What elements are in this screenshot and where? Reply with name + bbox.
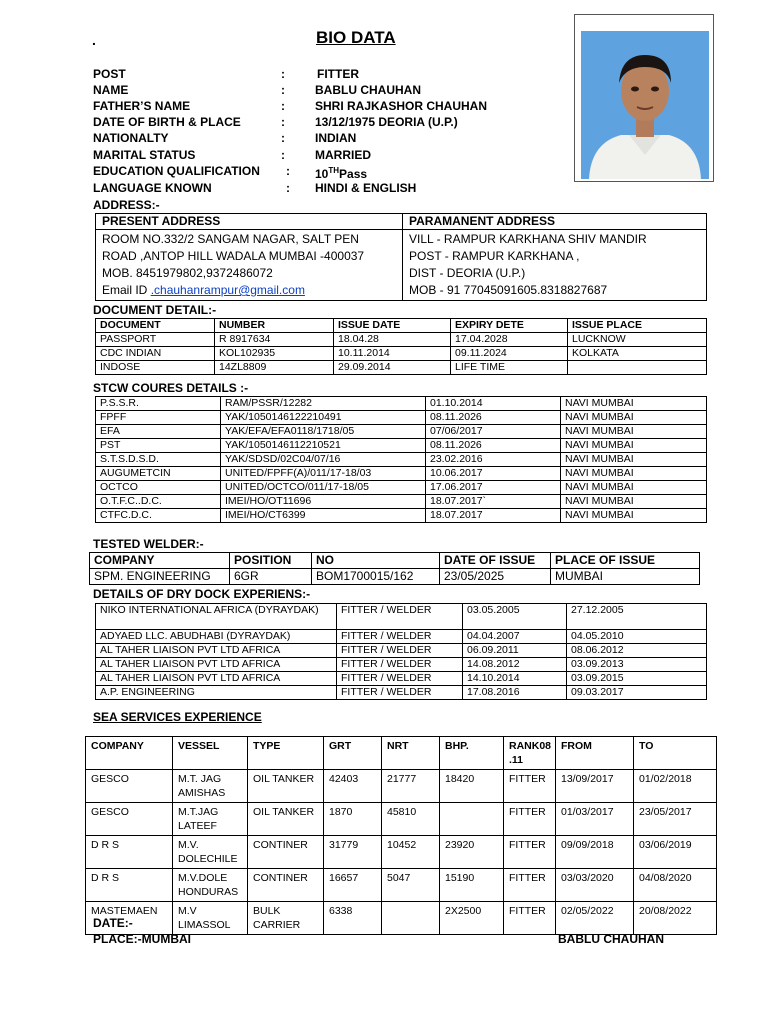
table-cell: 23/05/2025: [440, 569, 551, 585]
table-cell: 04/08/2020: [634, 869, 717, 902]
sea-heading: SEA SERVICES EXPERIENCE: [93, 710, 262, 724]
table-row: [96, 604, 707, 630]
drydock-table: [95, 603, 707, 700]
table-cell: YAK/1050146112210521: [221, 439, 426, 453]
table-cell: [440, 803, 504, 836]
table-cell: FITTER / WELDER: [337, 658, 463, 672]
drydock-heading: DETAILS OF DRY DOCK EXPERIENS:-: [93, 587, 311, 601]
table-cell: M.T. JAG AMISHAS: [173, 770, 248, 803]
table-cell: CONTINER: [248, 869, 324, 902]
table-row: [96, 630, 707, 644]
table-cell: NAVI MUMBAI: [561, 411, 707, 425]
table-cell: D R S: [86, 869, 173, 902]
stcw-heading: STCW COURES DETAILS :-: [93, 381, 249, 395]
table-cell: 15190: [440, 869, 504, 902]
table-cell: FPFF: [96, 411, 221, 425]
table-row: [86, 869, 717, 902]
column-header: DATE OF ISSUE: [440, 553, 551, 569]
personal-key: EDUCATION QUALIFICATION: [93, 164, 260, 178]
table-cell: 14ZL8809: [215, 361, 334, 375]
table-cell: 13/09/2017: [556, 770, 634, 803]
table-cell: 14.08.2012: [463, 658, 567, 672]
personal-value: [315, 180, 416, 196]
column-header: VESSEL: [173, 737, 248, 770]
table-cell: NAVI MUMBAI: [561, 397, 707, 411]
table-cell: AUGUMETCIN: [96, 467, 221, 481]
table-cell: KOL102935: [215, 347, 334, 361]
table-cell: 45810: [382, 803, 440, 836]
table-cell: OCTCO: [96, 481, 221, 495]
table-cell: GESCO: [86, 770, 173, 803]
table-cell: 42403: [324, 770, 382, 803]
personal-value: [315, 130, 356, 146]
table-cell: 01/03/2017: [556, 803, 634, 836]
table-cell: LIFE TIME: [451, 361, 568, 375]
column-header: EXPIRY DETE: [451, 319, 568, 333]
personal-value: [315, 147, 371, 163]
table-cell: UNITED/FPFF(A)/011/17-18/03: [221, 467, 426, 481]
table-cell: LUCKNOW: [568, 333, 707, 347]
table-cell: 23/05/2017: [634, 803, 717, 836]
table-row: [96, 658, 707, 672]
table-cell: 08.06.2012: [567, 644, 707, 658]
table-cell: D R S: [86, 836, 173, 869]
table-cell: AL TAHER LIAISON PVT LTD AFRICA: [96, 644, 337, 658]
table-row: [90, 569, 700, 585]
table-cell: 16657: [324, 869, 382, 902]
table-row: [96, 686, 707, 700]
table-cell: YAK/SDSD/02C04/07/16: [221, 453, 426, 467]
table-cell: PST: [96, 439, 221, 453]
table-cell: KOLKATA: [568, 347, 707, 361]
permanent-line: MOB - 91 77045091605.8318827687: [409, 283, 608, 297]
permanent-line: DIST - DEORIA (U.P.): [409, 266, 526, 280]
personal-value-text: HINDI & ENGLISH: [315, 181, 417, 195]
table-cell: FITTER: [504, 770, 556, 803]
table-cell: FITTER: [504, 836, 556, 869]
table-cell: PASSPORT: [96, 333, 215, 347]
table-row: [86, 836, 717, 869]
table-cell: IMEI/HO/CT6399: [221, 509, 426, 523]
table-cell: 27.12.2005: [567, 604, 707, 630]
table-cell: 10.06.2017: [426, 467, 561, 481]
table-cell: [568, 361, 707, 375]
table-row: [96, 509, 707, 523]
email-label: Email ID: [102, 283, 148, 297]
table-row: [96, 333, 707, 347]
table-header-row: [90, 553, 700, 569]
table-cell: 5047: [382, 869, 440, 902]
table-cell: ADYAED LLC. ABUDHABI (DYRAYDAK): [96, 630, 337, 644]
column-header: NUMBER: [215, 319, 334, 333]
table-header-row: [86, 737, 717, 770]
table-cell: M.T.JAG LATEEF: [173, 803, 248, 836]
passport-photo: [574, 14, 714, 182]
header-dot: .: [92, 32, 96, 48]
table-cell: 08.11.2026: [426, 411, 561, 425]
table-row: [96, 411, 707, 425]
table-cell: FITTER: [504, 902, 556, 935]
table-cell: 17.06.2017: [426, 481, 561, 495]
table-cell: 01/02/2018: [634, 770, 717, 803]
personal-value: [317, 66, 359, 82]
table-cell: 02/05/2022: [556, 902, 634, 935]
personal-value: [315, 98, 487, 114]
personal-colon: :: [281, 148, 285, 162]
column-header: NRT: [382, 737, 440, 770]
table-cell: 29.09.2014: [334, 361, 451, 375]
column-header: TYPE: [248, 737, 324, 770]
table-cell: 31779: [324, 836, 382, 869]
table-cell: NAVI MUMBAI: [561, 495, 707, 509]
personal-key: NAME: [93, 83, 129, 97]
table-cell: 18420: [440, 770, 504, 803]
column-header: COMPANY: [86, 737, 173, 770]
personal-key: POST: [93, 67, 126, 81]
table-cell: CTFC.D.C.: [96, 509, 221, 523]
page-title: BIO DATA: [316, 28, 396, 47]
email-link[interactable]: .chauhanrampur@gmail.com: [150, 283, 305, 297]
column-header: TO: [634, 737, 717, 770]
table-cell: RAM/PSSR/12282: [221, 397, 426, 411]
date-label: DATE:-: [93, 916, 133, 930]
table-row: [96, 672, 707, 686]
table-row: [96, 361, 707, 375]
place-label: PLACE:-MUMBAI: [93, 932, 191, 946]
personal-key: LANGUAGE KNOWN: [93, 181, 212, 195]
table-cell: 04.05.2010: [567, 630, 707, 644]
table-cell: P.S.S.R.: [96, 397, 221, 411]
table-cell: 17.04.2028: [451, 333, 568, 347]
table-cell: FITTER / WELDER: [337, 686, 463, 700]
table-cell: 03.09.2015: [567, 672, 707, 686]
table-cell: NAVI MUMBAI: [561, 481, 707, 495]
table-cell: 03.05.2005: [463, 604, 567, 630]
table-cell: NAVI MUMBAI: [561, 425, 707, 439]
personal-value-text: 10: [315, 167, 329, 181]
personal-key: FATHER’S NAME: [93, 99, 191, 113]
table-cell: FITTER: [504, 803, 556, 836]
personal-key: MARITAL STATUS: [93, 148, 196, 162]
stcw-table: [95, 396, 707, 523]
table-cell: [382, 902, 440, 935]
table-cell: CONTINER: [248, 836, 324, 869]
table-cell: 18.07.2017`: [426, 495, 561, 509]
table-cell: 09.11.2024: [451, 347, 568, 361]
table-row: [96, 425, 707, 439]
welder-heading: TESTED WELDER:-: [93, 537, 204, 551]
column-header: ISSUE PLACE: [568, 319, 707, 333]
column-header: GRT: [324, 737, 382, 770]
table-cell: 07/06/2017: [426, 425, 561, 439]
table-cell: 1870: [324, 803, 382, 836]
personal-colon: :: [281, 131, 285, 145]
personal-key: DATE OF BIRTH & PLACE: [93, 115, 241, 129]
table-cell: 18.04.28: [334, 333, 451, 347]
table-cell: S.T.S.D.S.D.: [96, 453, 221, 467]
table-cell: BOM1700015/162: [312, 569, 440, 585]
table-cell: 20/08/2022: [634, 902, 717, 935]
personal-value-text: MARRIED: [315, 148, 371, 162]
column-header: FROM: [556, 737, 634, 770]
table-cell: NAVI MUMBAI: [561, 439, 707, 453]
table-cell: 2X2500: [440, 902, 504, 935]
table-row: [86, 803, 717, 836]
table-cell: 09/09/2018: [556, 836, 634, 869]
table-cell: UNITED/OCTCO/011/17-18/05: [221, 481, 426, 495]
table-cell: R 8917634: [215, 333, 334, 347]
permanent-line: VILL - RAMPUR KARKHANA SHIV MANDIR: [409, 232, 647, 246]
table-cell: M.V.DOLE HONDURAS: [173, 869, 248, 902]
person-portrait-icon: [581, 31, 709, 179]
permanent-address-title: PARAMANENT ADDRESS: [403, 214, 707, 230]
present-address-title: PRESENT ADDRESS: [96, 214, 403, 230]
table-cell: OIL TANKER: [248, 770, 324, 803]
table-cell: AL TAHER LIAISON PVT LTD AFRICA: [96, 658, 337, 672]
present-line: ROAD ,ANTOP HILL WADALA MUMBAI -400037: [102, 249, 365, 263]
table-header-row: [96, 319, 707, 333]
table-cell: MASTEMAEN: [86, 902, 173, 935]
personal-value-sup: TH: [328, 166, 340, 175]
table-cell: AL TAHER LIAISON PVT LTD AFRICA: [96, 672, 337, 686]
column-header: BHP.: [440, 737, 504, 770]
table-cell: SPM. ENGINEERING: [90, 569, 230, 585]
table-cell: A.P. ENGINEERING: [96, 686, 337, 700]
personal-value-suffix: Pass: [339, 167, 368, 181]
address-table: [95, 213, 707, 301]
table-cell: NAVI MUMBAI: [561, 453, 707, 467]
table-cell: MUMBAI: [551, 569, 700, 585]
table-cell: FITTER / WELDER: [337, 644, 463, 658]
table-cell: 10.11.2014: [334, 347, 451, 361]
table-cell: NIKO INTERNATIONAL AFRICA (DYRAYDAK): [96, 604, 337, 630]
signature-name: BABLU CHAUHAN: [558, 932, 664, 946]
column-header: COMPANY: [90, 553, 230, 569]
table-cell: CDC INDIAN: [96, 347, 215, 361]
table-row: [96, 467, 707, 481]
address-heading: ADDRESS:-: [93, 198, 160, 212]
present-address: [96, 230, 403, 301]
table-row: [96, 439, 707, 453]
table-cell: 18.07.2017: [426, 509, 561, 523]
personal-key: NATIONALTY: [93, 131, 169, 145]
table-row: [96, 495, 707, 509]
document-heading: DOCUMENT DETAIL:-: [93, 303, 217, 317]
personal-value-text: SHRI RAJKASHOR CHAUHAN: [315, 99, 488, 113]
table-row: [96, 481, 707, 495]
table-cell: 09.03.2017: [567, 686, 707, 700]
personal-colon: :: [281, 99, 285, 113]
table-cell: 10452: [382, 836, 440, 869]
table-cell: M.V LIMASSOL: [173, 902, 248, 935]
column-header: RANK08 .11: [504, 737, 556, 770]
table-cell: IMEI/HO/OT11696: [221, 495, 426, 509]
table-cell: FITTER: [504, 869, 556, 902]
welder-table: [89, 552, 700, 585]
table-cell: 6338: [324, 902, 382, 935]
email-line: [102, 282, 396, 299]
column-header: PLACE OF ISSUE: [551, 553, 700, 569]
table-row: [96, 644, 707, 658]
personal-colon: :: [281, 67, 285, 81]
table-cell: 01.10.2014: [426, 397, 561, 411]
personal-value-text: FITTER: [317, 67, 359, 81]
personal-colon: :: [281, 115, 285, 129]
personal-value-text: 13/12/1975 DEORIA (U.P.): [315, 115, 458, 129]
table-cell: GESCO: [86, 803, 173, 836]
table-cell: 17.08.2016: [463, 686, 567, 700]
table-cell: OIL TANKER: [248, 803, 324, 836]
present-line: MOB. 8451979802,9372486072: [102, 266, 273, 280]
table-row: [96, 347, 707, 361]
table-cell: EFA: [96, 425, 221, 439]
table-cell: FITTER / WELDER: [337, 604, 463, 630]
table-cell: 21777: [382, 770, 440, 803]
permanent-address: [403, 230, 707, 301]
personal-value-text: INDIAN: [315, 131, 357, 145]
column-header: POSITION: [230, 553, 312, 569]
table-cell: O.T.F.C..D.C.: [96, 495, 221, 509]
table-cell: 03.09.2013: [567, 658, 707, 672]
column-header: DOCUMENT: [96, 319, 215, 333]
table-cell: 06.09.2011: [463, 644, 567, 658]
table-cell: YAK/1050146122210491: [221, 411, 426, 425]
table-row: [86, 770, 717, 803]
table-cell: FITTER / WELDER: [337, 672, 463, 686]
personal-colon: :: [286, 181, 290, 195]
table-cell: 6GR: [230, 569, 312, 585]
personal-colon: :: [286, 164, 290, 178]
present-line: ROOM NO.332/2 SANGAM NAGAR, SALT PEN: [102, 232, 359, 246]
table-cell: INDOSE: [96, 361, 215, 375]
personal-value-text: BABLU CHAUHAN: [315, 83, 421, 97]
table-cell: FITTER / WELDER: [337, 630, 463, 644]
column-header: NO: [312, 553, 440, 569]
permanent-line: POST - RAMPUR KARKHANA ,: [409, 249, 580, 263]
table-cell: 14.10.2014: [463, 672, 567, 686]
document-table: [95, 318, 707, 375]
table-cell: YAK/EFA/EFA0118/1718/05: [221, 425, 426, 439]
table-cell: M.V. DOLECHILE: [173, 836, 248, 869]
personal-value: [315, 114, 458, 130]
table-row: [96, 397, 707, 411]
personal-colon: :: [281, 83, 285, 97]
column-header: ISSUE DATE: [334, 319, 451, 333]
table-cell: 23.02.2016: [426, 453, 561, 467]
table-cell: 03/06/2019: [634, 836, 717, 869]
personal-value: [315, 82, 421, 98]
table-cell: 03/03/2020: [556, 869, 634, 902]
table-cell: BULK CARRIER: [248, 902, 324, 935]
table-cell: 23920: [440, 836, 504, 869]
table-cell: NAVI MUMBAI: [561, 509, 707, 523]
table-row: [86, 902, 717, 935]
sea-table: [85, 736, 717, 935]
table-cell: NAVI MUMBAI: [561, 467, 707, 481]
table-cell: 08.11.2026: [426, 439, 561, 453]
table-cell: 04.04.2007: [463, 630, 567, 644]
table-row: [96, 453, 707, 467]
